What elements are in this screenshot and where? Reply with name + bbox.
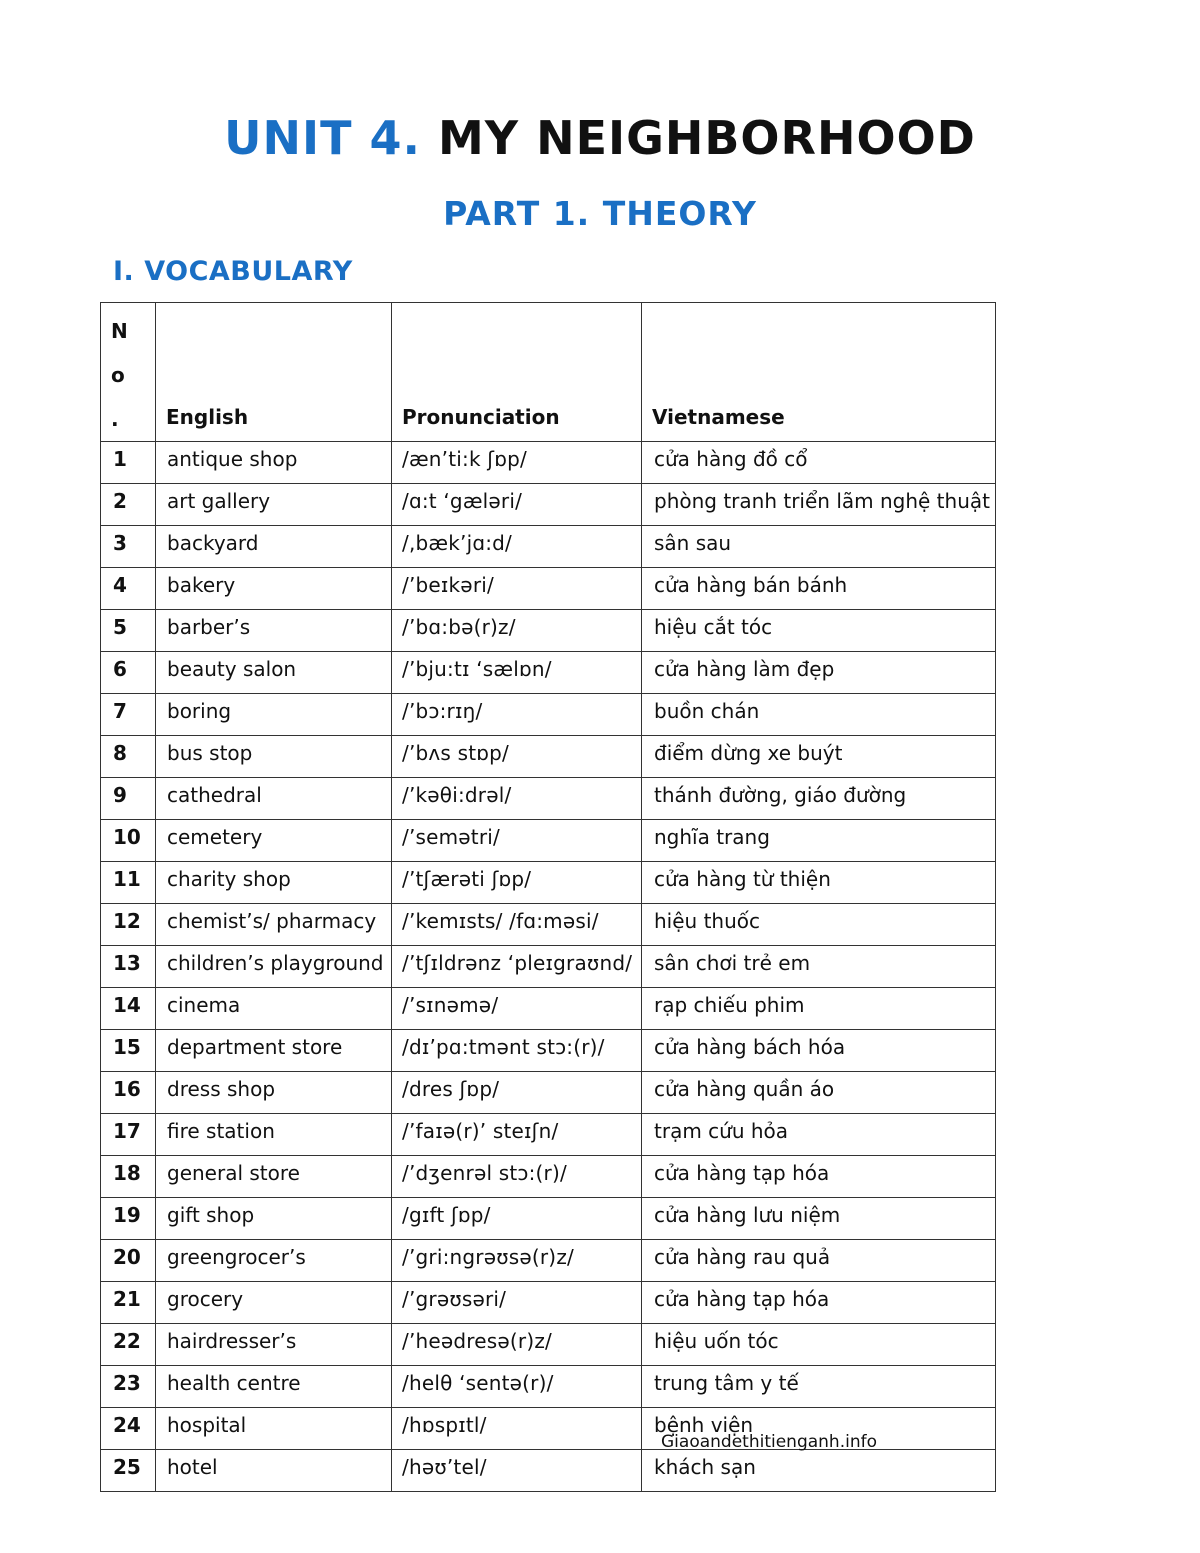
column-header-vietnamese: Vietnamese <box>642 303 996 442</box>
pronunciation: /’grəʊsəri/ <box>392 1282 642 1324</box>
english-term: grocery <box>156 1282 392 1324</box>
pronunciation: /’bɔ:rɪŋ/ <box>392 694 642 736</box>
english-term: antique shop <box>156 442 392 484</box>
vietnamese-meaning: cửa hàng đồ cổ <box>642 442 996 484</box>
english-term: hospital <box>156 1408 392 1450</box>
row-number: 15 <box>101 1030 156 1072</box>
pronunciation: /ɑ:t ‘gæləri/ <box>392 484 642 526</box>
pronunciation: /’tʃɪldrənz ‘pleɪgraʊnd/ <box>392 946 642 988</box>
vietnamese-meaning: cửa hàng tạp hóa <box>642 1156 996 1198</box>
row-number: 18 <box>101 1156 156 1198</box>
english-term: fire station <box>156 1114 392 1156</box>
table-row <box>101 778 996 820</box>
row-number: 13 <box>101 946 156 988</box>
vietnamese-meaning: cửa hàng bách hóa <box>642 1030 996 1072</box>
vocabulary-table-body <box>101 442 996 1492</box>
row-number: 24 <box>101 1408 156 1450</box>
vietnamese-meaning: rạp chiếu phim <box>642 988 996 1030</box>
unit-label: UNIT 4. <box>224 111 421 165</box>
table-row <box>101 568 996 610</box>
table-row <box>101 904 996 946</box>
row-number: 9 <box>101 778 156 820</box>
english-term: barber’s <box>156 610 392 652</box>
pronunciation: /’heədresə(r)z/ <box>392 1324 642 1366</box>
table-row <box>101 1198 996 1240</box>
column-header-no-label: No . <box>111 319 128 431</box>
vietnamese-meaning: nghĩa trang <box>642 820 996 862</box>
row-number: 6 <box>101 652 156 694</box>
column-header-english: English <box>156 303 392 442</box>
english-term: chemist’s/ pharmacy <box>156 904 392 946</box>
pronunciation: /’dʒenrəl stɔ:(r)/ <box>392 1156 642 1198</box>
vietnamese-meaning: cửa hàng từ thiện <box>642 862 996 904</box>
vietnamese-meaning: điểm dừng xe buýt <box>642 736 996 778</box>
english-term: dress shop <box>156 1072 392 1114</box>
english-term: hairdresser’s <box>156 1324 392 1366</box>
row-number: 25 <box>101 1450 156 1492</box>
english-term: backyard <box>156 526 392 568</box>
vietnamese-meaning: bệnh viện <box>642 1408 996 1450</box>
table-row <box>101 862 996 904</box>
row-number: 3 <box>101 526 156 568</box>
english-term: cemetery <box>156 820 392 862</box>
vietnamese-meaning: trung tâm y tế <box>642 1366 996 1408</box>
row-number: 14 <box>101 988 156 1030</box>
table-row <box>101 736 996 778</box>
english-term: greengrocer’s <box>156 1240 392 1282</box>
table-row <box>101 526 996 568</box>
row-number: 2 <box>101 484 156 526</box>
table-row <box>101 484 996 526</box>
row-number: 12 <box>101 904 156 946</box>
english-term: hotel <box>156 1450 392 1492</box>
vietnamese-meaning: cửa hàng quần áo <box>642 1072 996 1114</box>
column-header-no <box>101 303 156 442</box>
english-term: gift shop <box>156 1198 392 1240</box>
english-term: boring <box>156 694 392 736</box>
pronunciation: /æn’ti:k ʃɒp/ <box>392 442 642 484</box>
english-term: health centre <box>156 1366 392 1408</box>
row-number: 5 <box>101 610 156 652</box>
table-row <box>101 1282 996 1324</box>
english-term: beauty salon <box>156 652 392 694</box>
section-heading: I. VOCABULARY <box>113 256 353 287</box>
pronunciation: /’sɪnəmə/ <box>392 988 642 1030</box>
table-header-row <box>101 303 996 442</box>
english-term: art gallery <box>156 484 392 526</box>
english-term: department store <box>156 1030 392 1072</box>
pronunciation: /’kəθi:drəl/ <box>392 778 642 820</box>
row-number: 16 <box>101 1072 156 1114</box>
pronunciation: /’semətri/ <box>392 820 642 862</box>
pronunciation: /həʊ’tel/ <box>392 1450 642 1492</box>
row-number: 1 <box>101 442 156 484</box>
table-row <box>101 1324 996 1366</box>
vietnamese-meaning: buồn chán <box>642 694 996 736</box>
document-title <box>0 108 1200 168</box>
row-number: 19 <box>101 1198 156 1240</box>
row-number: 20 <box>101 1240 156 1282</box>
english-term: charity shop <box>156 862 392 904</box>
pronunciation: /dɪ’pɑ:tmənt stɔ:(r)/ <box>392 1030 642 1072</box>
english-term: cathedral <box>156 778 392 820</box>
row-number: 22 <box>101 1324 156 1366</box>
row-number: 10 <box>101 820 156 862</box>
english-term: children’s playground <box>156 946 392 988</box>
vietnamese-meaning: sân chơi trẻ em <box>642 946 996 988</box>
pronunciation: /’beɪkəri/ <box>392 568 642 610</box>
table-row <box>101 652 996 694</box>
pronunciation: /’gri:ngrəʊsə(r)z/ <box>392 1240 642 1282</box>
column-header-pronunciation: Pronunciation <box>392 303 642 442</box>
english-term: general store <box>156 1156 392 1198</box>
row-number: 17 <box>101 1114 156 1156</box>
part-heading: PART 1. THEORY <box>443 194 757 233</box>
pronunciation: /hɒspɪtl/ <box>392 1408 642 1450</box>
table-row <box>101 1030 996 1072</box>
english-term: bakery <box>156 568 392 610</box>
vocabulary-table <box>100 302 996 1492</box>
table-row <box>101 610 996 652</box>
table-row <box>101 1240 996 1282</box>
pronunciation: /’tʃærəti ʃɒp/ <box>392 862 642 904</box>
vietnamese-meaning: trạm cứu hỏa <box>642 1114 996 1156</box>
table-row <box>101 1450 996 1492</box>
table-row <box>101 820 996 862</box>
vietnamese-meaning: khách sạn <box>642 1450 996 1492</box>
pronunciation: /gɪft ʃɒp/ <box>392 1198 642 1240</box>
table-row <box>101 1072 996 1114</box>
vietnamese-meaning: cửa hàng rau quả <box>642 1240 996 1282</box>
pronunciation: /’faɪə(r)’ steɪʃn/ <box>392 1114 642 1156</box>
table-row <box>101 946 996 988</box>
vietnamese-meaning: phòng tranh triển lãm nghệ thuật <box>642 484 996 526</box>
vietnamese-meaning: thánh đường, giáo đường <box>642 778 996 820</box>
vietnamese-meaning: cửa hàng bán bánh <box>642 568 996 610</box>
row-number: 21 <box>101 1282 156 1324</box>
pronunciation: /helθ ‘sentə(r)/ <box>392 1366 642 1408</box>
vietnamese-meaning: cửa hàng tạp hóa <box>642 1282 996 1324</box>
vietnamese-meaning: cửa hàng làm đẹp <box>642 652 996 694</box>
pronunciation: /’kemɪsts/ /fɑ:məsi/ <box>392 904 642 946</box>
pronunciation: /,bæk’jɑ:d/ <box>392 526 642 568</box>
row-number: 8 <box>101 736 156 778</box>
pronunciation: /’bɑ:bə(r)z/ <box>392 610 642 652</box>
pronunciation: /’bju:tɪ ‘sælɒn/ <box>392 652 642 694</box>
footer-watermark: Giaoandethitienganh.info <box>661 1432 877 1452</box>
table-row <box>101 1156 996 1198</box>
vietnamese-meaning: hiệu cắt tóc <box>642 610 996 652</box>
pronunciation: /dres ʃɒp/ <box>392 1072 642 1114</box>
english-term: cinema <box>156 988 392 1030</box>
unit-title: MY NEIGHBORHOOD <box>437 111 976 165</box>
row-number: 23 <box>101 1366 156 1408</box>
table-row <box>101 988 996 1030</box>
vietnamese-meaning: hiệu uốn tóc <box>642 1324 996 1366</box>
table-row <box>101 694 996 736</box>
row-number: 4 <box>101 568 156 610</box>
vietnamese-meaning: cửa hàng lưu niệm <box>642 1198 996 1240</box>
row-number: 7 <box>101 694 156 736</box>
vietnamese-meaning: sân sau <box>642 526 996 568</box>
table-row <box>101 1366 996 1408</box>
vietnamese-meaning: hiệu thuốc <box>642 904 996 946</box>
table-row <box>101 442 996 484</box>
table-row <box>101 1114 996 1156</box>
row-number: 11 <box>101 862 156 904</box>
english-term: bus stop <box>156 736 392 778</box>
pronunciation: /’bʌs stɒp/ <box>392 736 642 778</box>
